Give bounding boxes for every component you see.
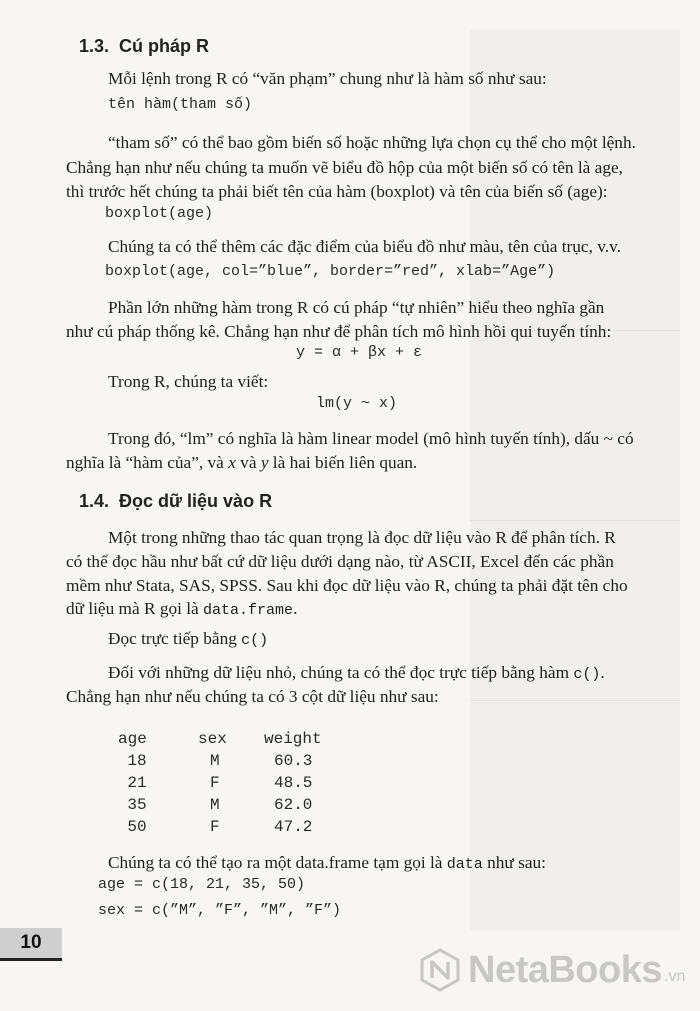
- code-line: tên hàm(tham số): [108, 96, 253, 113]
- column-header: sex: [198, 730, 227, 748]
- column-header: age: [118, 730, 147, 748]
- watermark-brand: NetaBooks: [468, 948, 662, 991]
- table-cell: 50: [127, 818, 147, 836]
- text-fragment: và: [235, 453, 261, 472]
- paragraph-line: “tham số” có thể bao gồm biến số hoặc những lựa chọn cụ thể cho một lệnh.: [108, 133, 636, 152]
- table-cell: 47.2: [274, 818, 313, 836]
- table-cell: 62.0: [274, 796, 313, 814]
- paragraph-line: Một trong những thao tác quan trọng là đọc dữ liệu vào R để phân tích. R: [108, 528, 616, 547]
- text-fragment: Đọc trực tiếp bằng: [108, 629, 242, 648]
- paragraph: Chúng ta có thể thêm các đặc điểm của biểu đồ như màu, tên của trục, v.v.: [108, 237, 621, 256]
- section-title: Cú pháp R: [119, 36, 209, 56]
- table-cell: 18: [127, 752, 147, 770]
- section-number: 1.3.: [79, 36, 110, 56]
- table-cell: 48.5: [274, 774, 313, 792]
- table-row: [118, 750, 354, 772]
- variable-x: x: [228, 453, 236, 472]
- paragraph: [108, 627, 268, 653]
- table-cell: 21: [127, 774, 147, 792]
- text-fragment: nghĩa là “hàm của”, và: [66, 453, 229, 472]
- watermark-tld: .vn: [664, 968, 686, 985]
- inline-code: data.frame: [203, 602, 294, 619]
- variable-y: y: [260, 453, 269, 472]
- table-header-row: [118, 728, 354, 750]
- table-cell: F: [210, 818, 220, 836]
- text-fragment: dữ liệu mà R gọi là: [66, 599, 204, 618]
- text-fragment: như sau:: [482, 853, 546, 872]
- inline-code: c(): [573, 666, 601, 683]
- bleed-through-line: [470, 700, 680, 701]
- code-line: boxplot(age): [105, 205, 214, 222]
- paragraph-line: Phần lớn những hàm trong R có cú pháp “tự nhiên” hiểu theo nghĩa gần: [108, 298, 605, 317]
- inline-code: data: [446, 856, 483, 873]
- table-cell: 60.3: [274, 752, 313, 770]
- text-fragment: Chúng ta có thể tạo ra một data.frame tạm gọi là: [108, 853, 447, 872]
- text-fragment: .: [293, 599, 298, 618]
- code-line: sex = c(”M”, ”F”, ”M”, ”F”): [98, 902, 342, 919]
- watermark: [418, 948, 685, 992]
- table-cell: 35: [127, 796, 147, 814]
- paragraph-line: thì trước hết chúng ta phải biết tên của hàm (boxplot) và tên của biến số (age):: [66, 182, 608, 201]
- code-line: lm(y ~ x): [316, 395, 398, 412]
- netabooks-logo-icon: [418, 948, 462, 992]
- code-line: boxplot(age, col=”blue”, border=”red”, xlab=”Age”): [105, 263, 556, 280]
- paragraph-line: Chẳng hạn như nếu chúng ta muốn vẽ biểu đồ hộp của một biến số có tên là age,: [66, 158, 623, 177]
- text-fragment: .: [600, 663, 605, 682]
- formula: y = α + βx + ε: [296, 344, 423, 361]
- table-row: [118, 794, 354, 816]
- paragraph-line: Chẳng hạn như nếu chúng ta có 3 cột dữ liệu như sau:: [66, 687, 439, 706]
- code-line: age = c(18, 21, 35, 50): [98, 876, 306, 893]
- paragraph-line: [66, 451, 417, 475]
- paragraph-line: mềm như Stata, SAS, SPSS. Sau khi đọc dữ liệu vào R, chúng ta phải đặt tên cho: [66, 576, 628, 595]
- text-fragment: Đối với những dữ liệu nhỏ, chúng ta có thể đọc trực tiếp bằng hàm: [108, 663, 574, 682]
- column-header: weight: [264, 730, 322, 748]
- paragraph-line: Trong đó, “lm” có nghĩa là hàm linear model (mô hình tuyến tính), dấu ~ có: [108, 429, 634, 448]
- section-title: Đọc dữ liệu vào R: [119, 491, 273, 511]
- paragraph-line: có thể đọc hầu như bất cứ dữ liệu dưới dạng nào, từ ASCII, Excel đến các phần: [66, 552, 614, 571]
- table-row: [118, 772, 354, 794]
- table-cell: M: [210, 796, 220, 814]
- table-cell: F: [210, 774, 220, 792]
- paragraph: Mỗi lệnh trong R có “văn phạm” chung như là hàm số như sau:: [108, 69, 547, 88]
- text-fragment: là hai biến liên quan.: [268, 453, 418, 472]
- paragraph: Trong R, chúng ta viết:: [108, 372, 269, 391]
- inline-code: c(): [241, 632, 269, 649]
- section-number: 1.4.: [79, 491, 110, 511]
- paragraph-line: [66, 597, 297, 623]
- data-table: [118, 728, 354, 838]
- paragraph-line: như cú pháp thống kê. Chẳng hạn như để phân tích mô hình hồi qui tuyến tính:: [66, 322, 612, 341]
- page-number: 10: [0, 928, 62, 961]
- table-cell: M: [210, 752, 220, 770]
- bleed-through-line: [470, 520, 680, 521]
- paragraph-line: [108, 661, 605, 687]
- section-heading-1-3: [79, 36, 209, 57]
- section-heading-1-4: [79, 491, 272, 512]
- table-row: [118, 816, 354, 838]
